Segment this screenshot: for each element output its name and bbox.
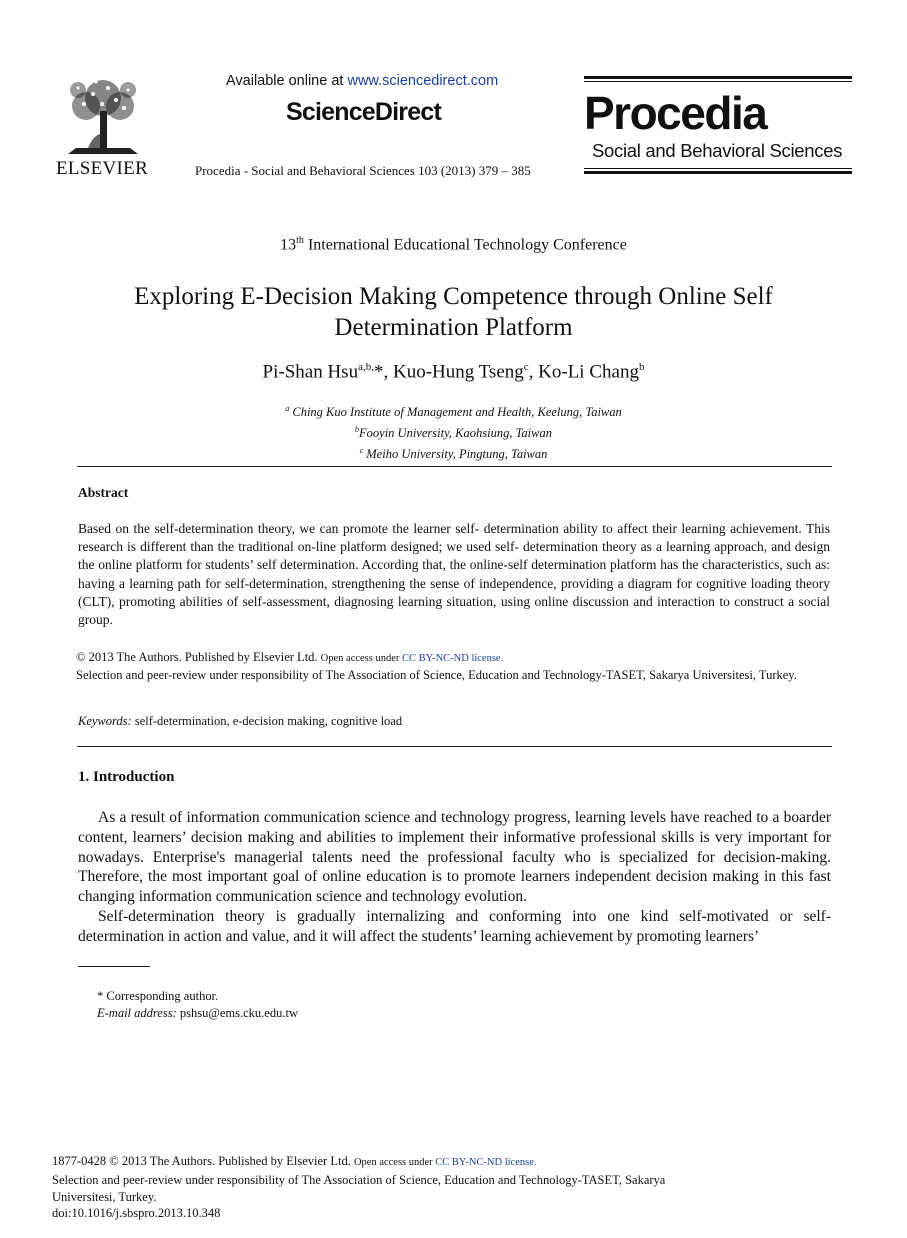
author-list: Pi-Shan Hsu$^{a,b,}$*, Kuo-Hung Tseng$^c$, Ko-Li Chang$^b$ [262,361,645,383]
divider [77,466,832,467]
abstract-heading: Abstract [78,485,129,500]
footnote-rule [78,966,150,967]
keywords: Keywords: self-determination, e-decision making, cognitive load [78,714,403,728]
copyright-notice: © 2013 The Authors. Published by Elsevier Ltd. Open access under CC BY-NC-ND license. Selection and peer-review under responsibility of The Association of Science, Education and Technology-TASET, Sakarya Universitesi, Turkey. [76,650,797,682]
elsevier-tree-icon [58,76,148,158]
procedia-masthead [584,76,852,176]
license-link[interactable]: CC BY-NC-ND license. [402,653,504,664]
procedia-title: Procedia [584,87,767,139]
abstract-text: Based on the self-determination theory, we can promote the learner self- determination ability to affect their learning achievement. This research is different than the traditional on-line platform designed; we used self- determination theory as a learning approach, and design the online platform for students’ self determination. According that, the online-self determination platform has the characteristics, such as: having a learning path for self-determination, strengthening the sense of independence, providing a diagram for cognitive loading theory (CLT), promoting abilities of self-assessment, diagnosing learning situation, using online discussion and interaction to construct a social group. [78,521,830,628]
conference-name: 13th International Educational Technology Conference [280,235,627,254]
elsevier-wordmark: ELSEVIER [55,158,149,179]
affiliation-item: $^b$Fooyin University, Kaohsiung, Taiwan [355,425,552,441]
author-name: Kuo-Hung Tseng [392,361,524,383]
footer-license-link[interactable]: CC BY-NC-ND license. [435,1157,537,1168]
footnotes [97,988,298,1022]
sciencedirect-wordmark: ScienceDirect [286,98,441,126]
email-line: E-mail address: pshsu@ems.cku.edu.tw [97,1006,298,1020]
author-name: Pi-Shan Hsu [262,361,359,383]
section-heading: 1. Introduction [78,769,175,785]
elsevier-logo [52,72,152,182]
author-name: Ko-Li Chang [538,361,639,383]
affiliation-item: $^a$ Ching Kuo Institute of Management and Health, Keelung, Taiwan [285,404,622,420]
paragraph: As a result of information communication science and technology progress, learning levels have reached to a boarder content, learners’ decision making and abilities to implement their informative professional skills is very important for nowadays. Enterprise's managerial talents need the professional faculty who is specialized for decision-making. Therefore, the most important goal of online education is to promote learners independent decision making in this fast changing information communication science and technology evolution. [78,809,831,906]
email-address[interactable]: pshsu@ems.cku.edu.tw [176,1006,298,1020]
sciencedirect-link[interactable]: www.sciencedirect.com [347,73,499,89]
paper-title: Exploring E-Decision Making Competence through Online Self Determination Platform [134,283,773,341]
divider [77,746,832,747]
affiliations [0,400,907,463]
procedia-subtitle: Social and Behavioral Sciences [592,140,843,161]
peer-review-note: Selection and peer-review under responsibility of The Association of Science, Education and Technology-TASET, Sakarya Universitesi, Turkey. [76,668,797,682]
journal-reference: Procedia - Social and Behavioral Sciences 103 (2013) 379 – 385 [195,163,531,178]
available-text: Available online at [226,73,348,89]
availability-line [226,73,498,89]
corresponding-author: * Corresponding author. [97,989,219,1003]
page-footer: 1877-0428 © 2013 The Authors. Published by Elsevier Ltd. Open access under CC BY-NC-ND license. Selection and peer-review under responsibility of The Association of Science, Education and Technology-TASET, Sakarya Universitesi, Turkey. doi:10.1016/j.sbspro.2013.10.348 [52,1153,832,1222]
paragraph: Self-determination theory is gradually internalizing and conforming into one kind self-motivated or self-determination in action and value, and it will affect the students’ learning achievement by promoting learners’ [78,907,831,945]
introduction-body [78,808,831,947]
doi[interactable]: doi:10.1016/j.sbspro.2013.10.348 [52,1206,221,1221]
affiliation-item: $^c$ Meiho University, Pingtung, Taiwan [359,446,548,462]
